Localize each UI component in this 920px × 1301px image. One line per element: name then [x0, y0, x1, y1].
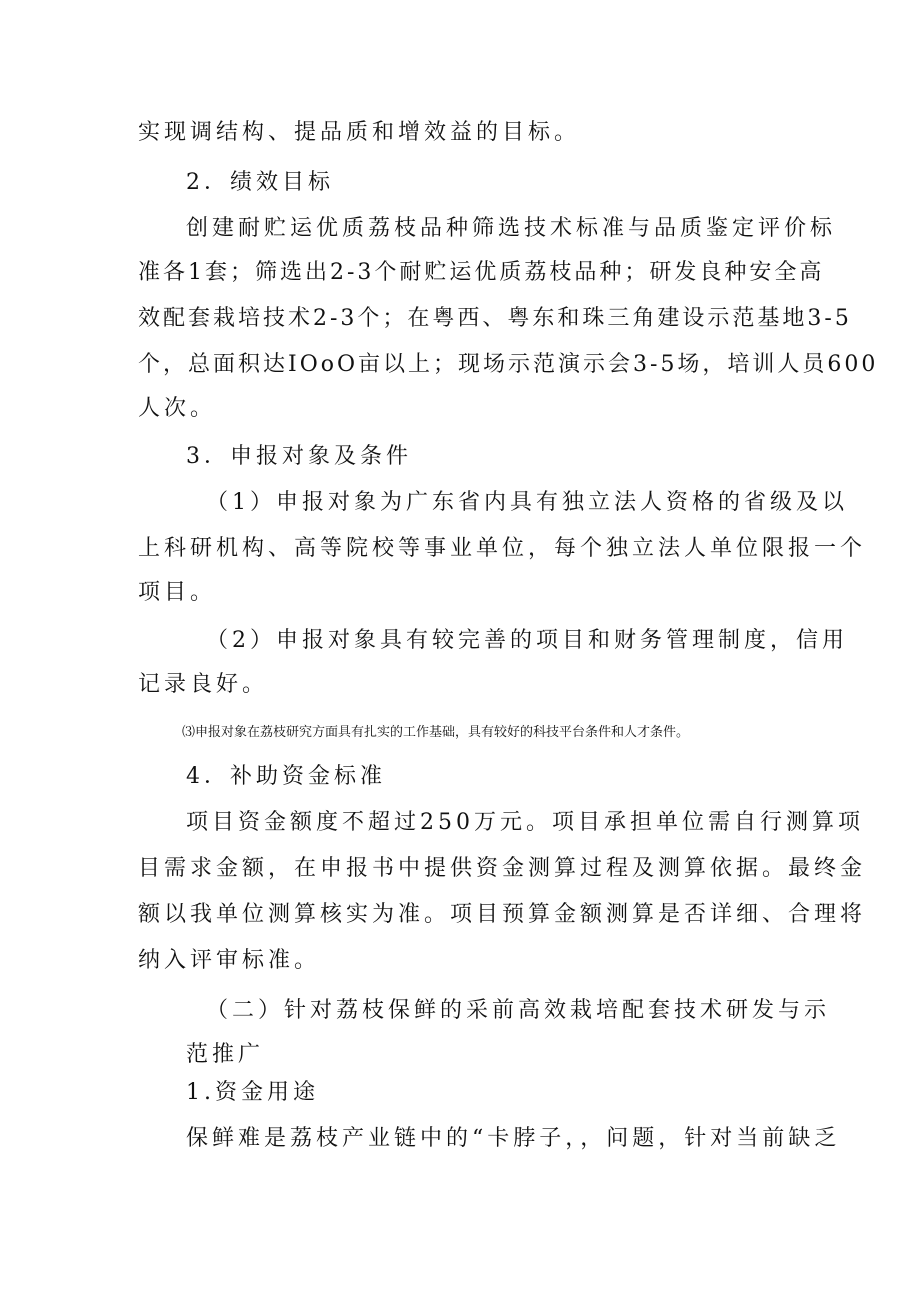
subsection-heading: （二）针对荔枝保鲜的采前高效栽培配套技术研发与示 — [206, 998, 831, 1023]
paragraph-line: 创建耐贮运优质荔枝品种筛选技术标准与品质鉴定评价标 — [186, 216, 837, 241]
paragraph-line: 目需求金额，在申报书中提供资金测算过程及测算依据。最终金 — [138, 856, 867, 881]
paragraph-line: （1）申报对象为广东省内具有独立法人资格的省级及以 — [206, 490, 848, 515]
paragraph-line: 实现调结构、提品质和增效益的目标。 — [138, 120, 581, 145]
paragraph-line: 记录良好。 — [138, 672, 269, 697]
paragraph-line: 效配套栽培技术2-3个；在粤西、粤东和珠三角建设示范基地3-5 — [138, 306, 852, 331]
section-heading-fund-use: 1.资金用途 — [186, 1080, 319, 1105]
paragraph-line: 纳入评审标准。 — [138, 948, 321, 973]
paragraph-line-small: ⑶申报对象在荔枝研究方面具有扎实的工作基础，具有较好的科技平台条件和人才条件。 — [182, 725, 690, 740]
paragraph-line: 项目。 — [138, 580, 217, 605]
paragraph-line: 个，总面积达IOoO亩以上；现场示范演示会3-5场，培训人员600 — [138, 352, 879, 377]
section-heading-applicants: 3．申报对象及条件 — [186, 444, 412, 469]
section-heading-funding-standard: 4．补助资金标准 — [186, 764, 386, 789]
subsection-heading-continued: 范推广 — [186, 1042, 265, 1067]
paragraph-line: 上科研机构、高等院校等事业单位，每个独立法人单位限报一个 — [138, 536, 867, 561]
section-heading-performance-goals: 2．绩效目标 — [186, 170, 334, 195]
paragraph-line: （2）申报对象具有较完善的项目和财务管理制度，信用 — [206, 628, 848, 653]
paragraph-line: 项目资金额度不超过250万元。项目承担单位需自行测算项 — [186, 810, 864, 835]
paragraph-line: 准各1套；筛选出2-3个耐贮运优质荔枝品种；研发良种安全高 — [138, 260, 825, 285]
paragraph-line: 人次。 — [138, 396, 217, 421]
paragraph-line: 保鲜难是荔枝产业链中的“卡脖子，，问题，针对当前缺乏 — [186, 1126, 841, 1151]
paragraph-line: 额以我单位测算核实为准。项目预算金额测算是否详细、合理将 — [138, 902, 867, 927]
